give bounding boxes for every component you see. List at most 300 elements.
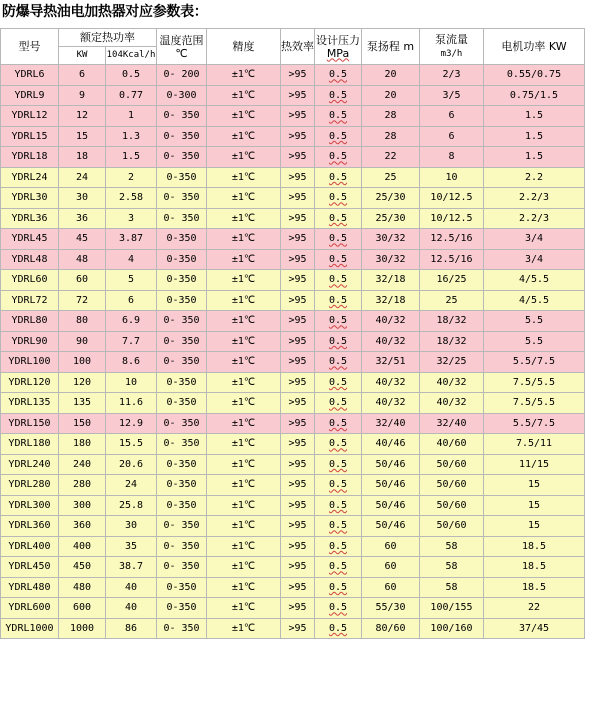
cell-design-pressure: 0.5 <box>315 167 362 188</box>
cell-efficiency: >95 <box>281 147 315 168</box>
cell-pump-head: 20 <box>362 85 420 106</box>
cell-pump-head: 55/30 <box>362 598 420 619</box>
table-row <box>1 413 585 434</box>
cell-power-kw: 12 <box>59 106 106 127</box>
cell-power-kw: 100 <box>59 352 106 373</box>
table-row <box>1 290 585 311</box>
cell-pump-head: 22 <box>362 147 420 168</box>
table-row <box>1 557 585 578</box>
cell-temp-range: 0-300 <box>157 85 207 106</box>
cell-design-pressure: 0.5 <box>315 454 362 475</box>
cell-design-pressure: 0.5 <box>315 557 362 578</box>
cell-precision: ±1℃ <box>207 106 281 127</box>
cell-efficiency: >95 <box>281 598 315 619</box>
cell-efficiency: >95 <box>281 331 315 352</box>
cell-temp-range: 0- 350 <box>157 147 207 168</box>
cell-precision: ±1℃ <box>207 85 281 106</box>
table-row <box>1 188 585 209</box>
cell-power-kcal: 20.6 <box>106 454 157 475</box>
cell-design-pressure: 0.5 <box>315 331 362 352</box>
cell-pump-head: 20 <box>362 65 420 86</box>
cell-pump-head: 25/30 <box>362 208 420 229</box>
cell-temp-range: 0- 350 <box>157 618 207 639</box>
cell-model: YDRL150 <box>1 413 59 434</box>
cell-power-kcal: 0.77 <box>106 85 157 106</box>
cell-power-kw: 18 <box>59 147 106 168</box>
cell-motor-power: 22 <box>484 598 585 619</box>
cell-pump-flow: 18/32 <box>420 311 484 332</box>
cell-power-kcal: 1.5 <box>106 147 157 168</box>
header-pump-flow-label: 泵流量 <box>435 32 468 46</box>
cell-pump-head: 40/32 <box>362 331 420 352</box>
cell-design-pressure: 0.5 <box>315 536 362 557</box>
cell-model: YDRL280 <box>1 475 59 496</box>
table-row <box>1 311 585 332</box>
cell-motor-power: 3/4 <box>484 249 585 270</box>
cell-power-kw: 6 <box>59 65 106 86</box>
cell-efficiency: >95 <box>281 311 315 332</box>
cell-power-kw: 360 <box>59 516 106 537</box>
cell-precision: ±1℃ <box>207 229 281 250</box>
table-row <box>1 208 585 229</box>
cell-power-kw: 280 <box>59 475 106 496</box>
cell-efficiency: >95 <box>281 249 315 270</box>
cell-power-kcal: 35 <box>106 536 157 557</box>
cell-efficiency: >95 <box>281 413 315 434</box>
table-row <box>1 618 585 639</box>
cell-pump-flow: 12.5/16 <box>420 229 484 250</box>
cell-model: YDRL48 <box>1 249 59 270</box>
cell-efficiency: >95 <box>281 65 315 86</box>
cell-model: YDRL480 <box>1 577 59 598</box>
cell-motor-power: 1.5 <box>484 106 585 127</box>
cell-motor-power: 37/45 <box>484 618 585 639</box>
cell-power-kw: 1000 <box>59 618 106 639</box>
cell-power-kw: 300 <box>59 495 106 516</box>
cell-pump-flow: 10/12.5 <box>420 188 484 209</box>
cell-power-kw: 30 <box>59 188 106 209</box>
table-row <box>1 475 585 496</box>
cell-model: YDRL18 <box>1 147 59 168</box>
cell-pump-head: 30/32 <box>362 249 420 270</box>
cell-power-kcal: 11.6 <box>106 393 157 414</box>
cell-motor-power: 0.75/1.5 <box>484 85 585 106</box>
cell-model: YDRL600 <box>1 598 59 619</box>
cell-model: YDRL15 <box>1 126 59 147</box>
cell-power-kw: 150 <box>59 413 106 434</box>
cell-motor-power: 2.2/3 <box>484 208 585 229</box>
cell-precision: ±1℃ <box>207 393 281 414</box>
cell-power-kcal: 1.3 <box>106 126 157 147</box>
cell-precision: ±1℃ <box>207 208 281 229</box>
cell-power-kcal: 15.5 <box>106 434 157 455</box>
cell-motor-power: 15 <box>484 495 585 516</box>
cell-motor-power: 15 <box>484 475 585 496</box>
cell-temp-range: 0- 350 <box>157 126 207 147</box>
cell-model: YDRL12 <box>1 106 59 127</box>
cell-efficiency: >95 <box>281 516 315 537</box>
cell-power-kcal: 8.6 <box>106 352 157 373</box>
cell-precision: ±1℃ <box>207 290 281 311</box>
cell-precision: ±1℃ <box>207 147 281 168</box>
cell-precision: ±1℃ <box>207 557 281 578</box>
cell-pump-head: 50/46 <box>362 475 420 496</box>
cell-pump-flow: 2/3 <box>420 65 484 86</box>
cell-pump-flow: 6 <box>420 126 484 147</box>
cell-motor-power: 5.5 <box>484 331 585 352</box>
cell-efficiency: >95 <box>281 454 315 475</box>
cell-design-pressure: 0.5 <box>315 618 362 639</box>
cell-power-kw: 15 <box>59 126 106 147</box>
cell-temp-range: 0-350 <box>157 249 207 270</box>
cell-model: YDRL400 <box>1 536 59 557</box>
cell-model: YDRL300 <box>1 495 59 516</box>
cell-precision: ±1℃ <box>207 188 281 209</box>
cell-model: YDRL6 <box>1 65 59 86</box>
cell-temp-range: 0- 350 <box>157 413 207 434</box>
cell-temp-range: 0- 350 <box>157 106 207 127</box>
cell-power-kw: 72 <box>59 290 106 311</box>
cell-model: YDRL9 <box>1 85 59 106</box>
cell-model: YDRL135 <box>1 393 59 414</box>
cell-motor-power: 7.5/5.5 <box>484 393 585 414</box>
cell-design-pressure: 0.5 <box>315 106 362 127</box>
table-row <box>1 536 585 557</box>
cell-power-kcal: 3 <box>106 208 157 229</box>
cell-motor-power: 2.2 <box>484 167 585 188</box>
cell-design-pressure: 0.5 <box>315 475 362 496</box>
cell-precision: ±1℃ <box>207 536 281 557</box>
cell-temp-range: 0- 200 <box>157 65 207 86</box>
cell-precision: ±1℃ <box>207 352 281 373</box>
table-row <box>1 85 585 106</box>
cell-design-pressure: 0.5 <box>315 229 362 250</box>
cell-motor-power: 11/15 <box>484 454 585 475</box>
cell-temp-range: 0- 350 <box>157 188 207 209</box>
cell-precision: ±1℃ <box>207 249 281 270</box>
cell-efficiency: >95 <box>281 290 315 311</box>
cell-power-kcal: 6 <box>106 290 157 311</box>
cell-pump-head: 40/46 <box>362 434 420 455</box>
table-row <box>1 270 585 291</box>
cell-design-pressure: 0.5 <box>315 270 362 291</box>
table-row <box>1 106 585 127</box>
cell-precision: ±1℃ <box>207 516 281 537</box>
cell-power-kw: 48 <box>59 249 106 270</box>
cell-efficiency: >95 <box>281 577 315 598</box>
cell-power-kw: 400 <box>59 536 106 557</box>
cell-power-kw: 80 <box>59 311 106 332</box>
cell-pump-head: 28 <box>362 126 420 147</box>
cell-model: YDRL45 <box>1 229 59 250</box>
cell-design-pressure: 0.5 <box>315 352 362 373</box>
cell-temp-range: 0- 350 <box>157 434 207 455</box>
cell-temp-range: 0-350 <box>157 290 207 311</box>
cell-pump-flow: 40/32 <box>420 393 484 414</box>
table-header <box>1 29 585 65</box>
header-rated-power: 额定热功率 <box>59 29 157 47</box>
cell-efficiency: >95 <box>281 106 315 127</box>
cell-motor-power: 18.5 <box>484 557 585 578</box>
cell-power-kw: 450 <box>59 557 106 578</box>
cell-efficiency: >95 <box>281 85 315 106</box>
cell-pump-flow: 58 <box>420 536 484 557</box>
cell-motor-power: 15 <box>484 516 585 537</box>
header-rated-power-kw: KW <box>59 47 106 65</box>
cell-pump-head: 40/32 <box>362 311 420 332</box>
cell-precision: ±1℃ <box>207 413 281 434</box>
cell-power-kcal: 40 <box>106 598 157 619</box>
cell-power-kw: 45 <box>59 229 106 250</box>
cell-motor-power: 4/5.5 <box>484 270 585 291</box>
cell-motor-power: 1.5 <box>484 147 585 168</box>
cell-design-pressure: 0.5 <box>315 516 362 537</box>
table-row <box>1 598 585 619</box>
cell-motor-power: 4/5.5 <box>484 290 585 311</box>
cell-pump-flow: 12.5/16 <box>420 249 484 270</box>
cell-design-pressure: 0.5 <box>315 147 362 168</box>
cell-design-pressure: 0.5 <box>315 393 362 414</box>
table-row <box>1 577 585 598</box>
table-row <box>1 65 585 86</box>
cell-motor-power: 7.5/11 <box>484 434 585 455</box>
cell-power-kw: 36 <box>59 208 106 229</box>
cell-pump-head: 25/30 <box>362 188 420 209</box>
cell-efficiency: >95 <box>281 208 315 229</box>
table-row <box>1 331 585 352</box>
header-motor-power: 电机功率 KW <box>484 29 585 65</box>
cell-temp-range: 0-350 <box>157 495 207 516</box>
cell-temp-range: 0-350 <box>157 229 207 250</box>
cell-power-kcal: 86 <box>106 618 157 639</box>
cell-temp-range: 0-350 <box>157 598 207 619</box>
cell-efficiency: >95 <box>281 372 315 393</box>
cell-temp-range: 0-350 <box>157 577 207 598</box>
cell-temp-range: 0- 350 <box>157 352 207 373</box>
cell-temp-range: 0-350 <box>157 167 207 188</box>
cell-motor-power: 5.5/7.5 <box>484 352 585 373</box>
cell-pump-flow: 25 <box>420 290 484 311</box>
cell-pump-head: 32/18 <box>362 270 420 291</box>
cell-pump-head: 25 <box>362 167 420 188</box>
cell-motor-power: 18.5 <box>484 536 585 557</box>
cell-power-kcal: 2 <box>106 167 157 188</box>
cell-temp-range: 0-350 <box>157 454 207 475</box>
table-row <box>1 249 585 270</box>
table-row <box>1 454 585 475</box>
cell-temp-range: 0- 350 <box>157 557 207 578</box>
cell-pump-head: 30/32 <box>362 229 420 250</box>
cell-efficiency: >95 <box>281 618 315 639</box>
cell-model: YDRL90 <box>1 331 59 352</box>
cell-pump-head: 32/18 <box>362 290 420 311</box>
cell-model: YDRL100 <box>1 352 59 373</box>
cell-model: YDRL30 <box>1 188 59 209</box>
cell-design-pressure: 0.5 <box>315 65 362 86</box>
cell-pump-flow: 50/60 <box>420 516 484 537</box>
cell-power-kcal: 0.5 <box>106 65 157 86</box>
cell-pump-flow: 10 <box>420 167 484 188</box>
cell-efficiency: >95 <box>281 475 315 496</box>
cell-pump-head: 80/60 <box>362 618 420 639</box>
cell-pump-flow: 58 <box>420 577 484 598</box>
cell-power-kw: 120 <box>59 372 106 393</box>
cell-pump-flow: 32/25 <box>420 352 484 373</box>
cell-temp-range: 0- 350 <box>157 208 207 229</box>
cell-design-pressure: 0.5 <box>315 208 362 229</box>
cell-power-kw: 240 <box>59 454 106 475</box>
header-pump-head: 泵扬程 m <box>362 29 420 65</box>
header-pump-flow <box>420 29 484 65</box>
cell-efficiency: >95 <box>281 536 315 557</box>
cell-power-kcal: 6.9 <box>106 311 157 332</box>
header-design-pressure-unit: MPa <box>326 46 350 60</box>
cell-model: YDRL36 <box>1 208 59 229</box>
cell-motor-power: 3/4 <box>484 229 585 250</box>
table-body <box>1 65 585 639</box>
cell-model: YDRL360 <box>1 516 59 537</box>
cell-design-pressure: 0.5 <box>315 577 362 598</box>
cell-efficiency: >95 <box>281 434 315 455</box>
cell-pump-flow: 16/25 <box>420 270 484 291</box>
cell-pump-head: 28 <box>362 106 420 127</box>
cell-power-kcal: 30 <box>106 516 157 537</box>
cell-design-pressure: 0.5 <box>315 126 362 147</box>
cell-power-kcal: 40 <box>106 577 157 598</box>
cell-pump-flow: 8 <box>420 147 484 168</box>
cell-efficiency: >95 <box>281 393 315 414</box>
cell-power-kcal: 24 <box>106 475 157 496</box>
cell-design-pressure: 0.5 <box>315 249 362 270</box>
cell-design-pressure: 0.5 <box>315 598 362 619</box>
cell-motor-power: 18.5 <box>484 577 585 598</box>
cell-design-pressure: 0.5 <box>315 372 362 393</box>
cell-model: YDRL120 <box>1 372 59 393</box>
header-design-pressure <box>315 29 362 65</box>
cell-efficiency: >95 <box>281 495 315 516</box>
cell-pump-head: 60 <box>362 557 420 578</box>
cell-model: YDRL1000 <box>1 618 59 639</box>
table-row <box>1 352 585 373</box>
cell-temp-range: 0-350 <box>157 475 207 496</box>
cell-temp-range: 0- 350 <box>157 516 207 537</box>
cell-model: YDRL450 <box>1 557 59 578</box>
header-rated-power-kcal: 104Kcal/h <box>106 47 157 65</box>
cell-temp-range: 0- 350 <box>157 536 207 557</box>
cell-precision: ±1℃ <box>207 434 281 455</box>
table-row <box>1 167 585 188</box>
cell-motor-power: 5.5/7.5 <box>484 413 585 434</box>
cell-pump-head: 50/46 <box>362 454 420 475</box>
header-pump-flow-unit: m3/h <box>440 48 463 59</box>
cell-power-kcal: 4 <box>106 249 157 270</box>
cell-power-kw: 180 <box>59 434 106 455</box>
cell-pump-flow: 50/60 <box>420 475 484 496</box>
cell-power-kcal: 10 <box>106 372 157 393</box>
cell-pump-flow: 10/12.5 <box>420 208 484 229</box>
cell-precision: ±1℃ <box>207 475 281 496</box>
cell-precision: ±1℃ <box>207 454 281 475</box>
cell-pump-head: 32/40 <box>362 413 420 434</box>
cell-temp-range: 0- 350 <box>157 331 207 352</box>
cell-model: YDRL240 <box>1 454 59 475</box>
cell-efficiency: >95 <box>281 126 315 147</box>
cell-power-kw: 60 <box>59 270 106 291</box>
cell-pump-head: 50/46 <box>362 495 420 516</box>
cell-pump-head: 60 <box>362 577 420 598</box>
cell-pump-flow: 100/155 <box>420 598 484 619</box>
cell-pump-flow: 50/60 <box>420 495 484 516</box>
cell-power-kcal: 12.9 <box>106 413 157 434</box>
table-row <box>1 372 585 393</box>
cell-precision: ±1℃ <box>207 167 281 188</box>
cell-model: YDRL24 <box>1 167 59 188</box>
cell-design-pressure: 0.5 <box>315 311 362 332</box>
cell-efficiency: >95 <box>281 229 315 250</box>
cell-temp-range: 0-350 <box>157 270 207 291</box>
spec-table <box>0 28 585 639</box>
cell-motor-power: 7.5/5.5 <box>484 372 585 393</box>
cell-precision: ±1℃ <box>207 618 281 639</box>
cell-motor-power: 1.5 <box>484 126 585 147</box>
cell-design-pressure: 0.5 <box>315 188 362 209</box>
cell-model: YDRL72 <box>1 290 59 311</box>
cell-temp-range: 0- 350 <box>157 311 207 332</box>
cell-pump-flow: 18/32 <box>420 331 484 352</box>
cell-power-kcal: 38.7 <box>106 557 157 578</box>
page-title: 防爆导热油电加热器对应参数表： <box>2 4 208 20</box>
cell-pump-head: 40/32 <box>362 372 420 393</box>
cell-design-pressure: 0.5 <box>315 290 362 311</box>
table-row <box>1 126 585 147</box>
cell-temp-range: 0-350 <box>157 372 207 393</box>
cell-efficiency: >95 <box>281 352 315 373</box>
cell-efficiency: >95 <box>281 167 315 188</box>
cell-design-pressure: 0.5 <box>315 85 362 106</box>
cell-pump-head: 32/51 <box>362 352 420 373</box>
cell-precision: ±1℃ <box>207 65 281 86</box>
cell-precision: ±1℃ <box>207 331 281 352</box>
cell-pump-flow: 40/32 <box>420 372 484 393</box>
cell-motor-power: 0.55/0.75 <box>484 65 585 86</box>
header-temp-range-label: 温度范围 ℃ <box>159 33 204 60</box>
cell-power-kcal: 7.7 <box>106 331 157 352</box>
cell-pump-head: 50/46 <box>362 516 420 537</box>
cell-precision: ±1℃ <box>207 598 281 619</box>
cell-power-kw: 600 <box>59 598 106 619</box>
cell-precision: ±1℃ <box>207 577 281 598</box>
table-row <box>1 229 585 250</box>
table-row <box>1 434 585 455</box>
cell-efficiency: >95 <box>281 270 315 291</box>
cell-pump-head: 60 <box>362 536 420 557</box>
header-design-pressure-label: 设计压力 <box>316 33 360 47</box>
table-row <box>1 495 585 516</box>
cell-power-kw: 135 <box>59 393 106 414</box>
cell-power-kcal: 1 <box>106 106 157 127</box>
cell-pump-flow: 40/60 <box>420 434 484 455</box>
cell-precision: ±1℃ <box>207 372 281 393</box>
cell-precision: ±1℃ <box>207 495 281 516</box>
table-row <box>1 516 585 537</box>
cell-power-kcal: 5 <box>106 270 157 291</box>
cell-power-kcal: 3.87 <box>106 229 157 250</box>
header-model: 型号 <box>1 29 59 65</box>
cell-efficiency: >95 <box>281 557 315 578</box>
cell-design-pressure: 0.5 <box>315 495 362 516</box>
cell-precision: ±1℃ <box>207 270 281 291</box>
cell-design-pressure: 0.5 <box>315 434 362 455</box>
